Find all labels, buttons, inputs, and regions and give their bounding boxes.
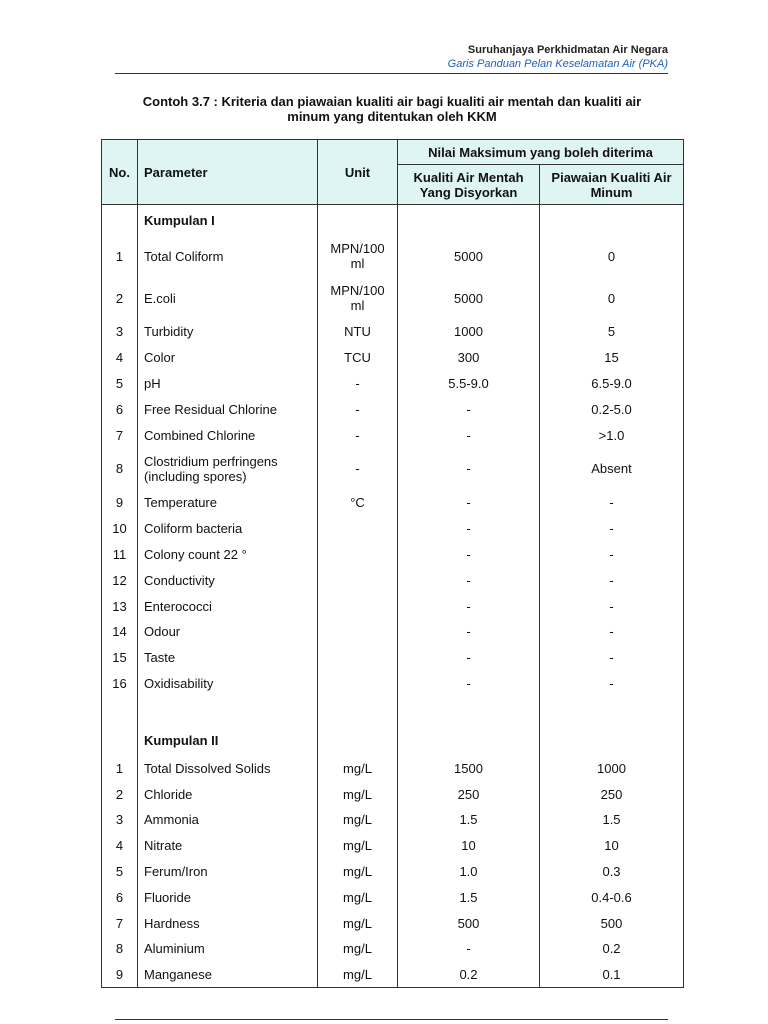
row-drinking-value: 0.2 — [540, 936, 684, 962]
group-spacer-row — [102, 696, 684, 725]
table-row — [102, 859, 684, 885]
row-raw-value: 1500 — [398, 755, 540, 781]
row-parameter: Free Residual Chlorine — [138, 396, 318, 422]
row-number: 2 — [102, 781, 138, 807]
row-unit — [318, 542, 398, 568]
table-row — [102, 645, 684, 671]
table-row — [102, 619, 684, 645]
row-raw-value: - — [398, 619, 540, 645]
table-row — [102, 567, 684, 593]
row-drinking-value: Absent — [540, 448, 684, 490]
row-parameter: Combined Chlorine — [138, 422, 318, 448]
row-raw-value: 1.5 — [398, 884, 540, 910]
row-number: 4 — [102, 833, 138, 859]
row-parameter: Hardness — [138, 910, 318, 936]
table-row — [102, 962, 684, 988]
row-number: 9 — [102, 490, 138, 516]
row-drinking-value: 500 — [540, 910, 684, 936]
row-drinking-value: - — [540, 490, 684, 516]
row-number: 3 — [102, 319, 138, 345]
row-drinking-value: 0.1 — [540, 962, 684, 988]
row-parameter: Nitrate — [138, 833, 318, 859]
table-row — [102, 884, 684, 910]
row-unit: mg/L — [318, 833, 398, 859]
row-unit: - — [318, 371, 398, 397]
row-number: 3 — [102, 807, 138, 833]
row-unit: mg/L — [318, 807, 398, 833]
row-raw-value: - — [398, 448, 540, 490]
row-unit: - — [318, 396, 398, 422]
row-unit: - — [318, 448, 398, 490]
row-raw-value: - — [398, 490, 540, 516]
row-drinking-value: - — [540, 619, 684, 645]
row-drinking-value: 0.2-5.0 — [540, 396, 684, 422]
row-drinking-value: - — [540, 645, 684, 671]
row-drinking-value: 5 — [540, 319, 684, 345]
row-number: 12 — [102, 567, 138, 593]
row-number: 5 — [102, 859, 138, 885]
row-number: 1 — [102, 755, 138, 781]
row-drinking-value: 6.5-9.0 — [540, 371, 684, 397]
row-parameter: E.coli — [138, 277, 318, 319]
criteria-table — [101, 139, 684, 988]
row-raw-value: 5000 — [398, 277, 540, 319]
row-number: 13 — [102, 593, 138, 619]
title-line-1: Contoh 3.7 : Kriteria dan piawaian kualiti air bagi kualiti air mentah dan kualiti air — [142, 94, 642, 109]
row-number: 14 — [102, 619, 138, 645]
header-organization: Suruhanjaya Perkhidmatan Air Negara — [467, 44, 668, 56]
table-row — [102, 422, 684, 448]
table-row — [102, 319, 684, 345]
header-parameter: Parameter — [138, 140, 318, 205]
row-drinking-value: - — [540, 516, 684, 542]
row-raw-value: 250 — [398, 781, 540, 807]
row-drinking-value: - — [540, 671, 684, 697]
row-raw-value: - — [398, 645, 540, 671]
page-title — [100, 94, 684, 124]
row-number: 4 — [102, 345, 138, 371]
header-drinking-water: Piawaian Kualiti Air Minum — [540, 165, 684, 205]
row-parameter: Total Coliform — [138, 235, 318, 277]
table-row — [102, 345, 684, 371]
row-parameter: Manganese — [138, 962, 318, 988]
row-raw-value: - — [398, 542, 540, 568]
row-drinking-value: - — [540, 567, 684, 593]
table-row — [102, 371, 684, 397]
row-raw-value: - — [398, 593, 540, 619]
table-row — [102, 671, 684, 697]
row-number: 11 — [102, 542, 138, 568]
row-unit: mg/L — [318, 884, 398, 910]
row-drinking-value: 250 — [540, 781, 684, 807]
row-unit — [318, 671, 398, 697]
header-divider — [115, 73, 668, 74]
row-raw-value: - — [398, 671, 540, 697]
row-parameter: Conductivity — [138, 567, 318, 593]
row-parameter: Oxidisability — [138, 671, 318, 697]
row-number: 6 — [102, 396, 138, 422]
table-row — [102, 833, 684, 859]
row-parameter: Color — [138, 345, 318, 371]
row-number: 10 — [102, 516, 138, 542]
table-body — [102, 205, 684, 988]
row-unit: mg/L — [318, 962, 398, 988]
row-unit — [318, 516, 398, 542]
row-drinking-value: 0 — [540, 277, 684, 319]
row-number: 5 — [102, 371, 138, 397]
row-parameter: Enterococci — [138, 593, 318, 619]
row-raw-value: 0.2 — [398, 962, 540, 988]
row-parameter: Turbidity — [138, 319, 318, 345]
row-number: 8 — [102, 448, 138, 490]
header-no: No. — [102, 140, 138, 205]
table-row — [102, 807, 684, 833]
row-drinking-value: >1.0 — [540, 422, 684, 448]
row-number: 7 — [102, 910, 138, 936]
group-label: Kumpulan I — [138, 205, 318, 236]
row-parameter: Fluoride — [138, 884, 318, 910]
row-number: 8 — [102, 936, 138, 962]
header-subtitle: Garis Panduan Pelan Keselamatan Air (PKA) — [447, 58, 668, 70]
row-parameter: Temperature — [138, 490, 318, 516]
table-row — [102, 936, 684, 962]
row-drinking-value: - — [540, 593, 684, 619]
table-row — [102, 396, 684, 422]
row-unit — [318, 593, 398, 619]
row-unit: - — [318, 422, 398, 448]
row-drinking-value: 0.4-0.6 — [540, 884, 684, 910]
table-row — [102, 542, 684, 568]
row-raw-value: - — [398, 396, 540, 422]
header-raw-water: Kualiti Air Mentah Yang Disyorkan — [398, 165, 540, 205]
table-row — [102, 235, 684, 277]
row-raw-value: 1000 — [398, 319, 540, 345]
table-row — [102, 593, 684, 619]
row-raw-value: 1.5 — [398, 807, 540, 833]
header-max-value: Nilai Maksimum yang boleh diterima — [398, 140, 684, 165]
row-raw-value: 500 — [398, 910, 540, 936]
row-raw-value: 5.5-9.0 — [398, 371, 540, 397]
row-raw-value: - — [398, 567, 540, 593]
row-parameter: Ammonia — [138, 807, 318, 833]
table-row — [102, 755, 684, 781]
row-parameter: Total Dissolved Solids — [138, 755, 318, 781]
row-number: 9 — [102, 962, 138, 988]
row-raw-value: 5000 — [398, 235, 540, 277]
row-parameter: Chloride — [138, 781, 318, 807]
row-parameter: Taste — [138, 645, 318, 671]
row-drinking-value: 15 — [540, 345, 684, 371]
row-parameter: Coliform bacteria — [138, 516, 318, 542]
row-unit: mg/L — [318, 936, 398, 962]
row-raw-value: 1.0 — [398, 859, 540, 885]
table-row — [102, 781, 684, 807]
row-unit: mg/L — [318, 755, 398, 781]
row-unit: °C — [318, 490, 398, 516]
row-number: 15 — [102, 645, 138, 671]
row-drinking-value: 1.5 — [540, 807, 684, 833]
row-parameter: Colony count 22 ° — [138, 542, 318, 568]
row-drinking-value: 10 — [540, 833, 684, 859]
row-unit: mg/L — [318, 910, 398, 936]
row-parameter: Ferum/Iron — [138, 859, 318, 885]
row-unit — [318, 645, 398, 671]
row-number: 7 — [102, 422, 138, 448]
group-label: Kumpulan II — [138, 725, 318, 755]
row-raw-value: - — [398, 936, 540, 962]
row-unit: MPN/100 ml — [318, 235, 398, 277]
row-drinking-value: 1000 — [540, 755, 684, 781]
table-row — [102, 277, 684, 319]
table-header — [102, 140, 684, 205]
row-number: 1 — [102, 235, 138, 277]
row-unit: mg/L — [318, 859, 398, 885]
row-drinking-value: 0.3 — [540, 859, 684, 885]
row-drinking-value: - — [540, 542, 684, 568]
footer-divider — [115, 1019, 668, 1020]
row-unit: mg/L — [318, 781, 398, 807]
row-number: 16 — [102, 671, 138, 697]
row-drinking-value: 0 — [540, 235, 684, 277]
row-parameter: pH — [138, 371, 318, 397]
row-raw-value: 10 — [398, 833, 540, 859]
row-unit: NTU — [318, 319, 398, 345]
row-parameter: Odour — [138, 619, 318, 645]
row-number: 6 — [102, 884, 138, 910]
table-row — [102, 490, 684, 516]
title-line-2: minum yang ditentukan oleh KKM — [287, 109, 497, 124]
row-unit: MPN/100 ml — [318, 277, 398, 319]
group-header-row — [102, 725, 684, 755]
row-raw-value: - — [398, 422, 540, 448]
group-header-row — [102, 205, 684, 236]
row-raw-value: - — [398, 516, 540, 542]
row-number: 2 — [102, 277, 138, 319]
table-row — [102, 448, 684, 490]
row-parameter: Aluminium — [138, 936, 318, 962]
row-unit: TCU — [318, 345, 398, 371]
row-unit — [318, 619, 398, 645]
table-row — [102, 516, 684, 542]
row-parameter: Clostridium perfringens (including spores) — [138, 448, 318, 490]
row-raw-value: 300 — [398, 345, 540, 371]
table-row — [102, 910, 684, 936]
row-unit — [318, 567, 398, 593]
header-unit: Unit — [318, 140, 398, 205]
